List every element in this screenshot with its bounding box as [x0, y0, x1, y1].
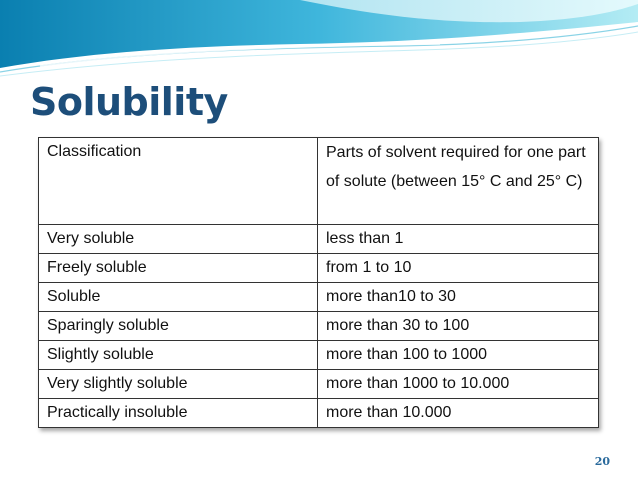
table-row — [39, 225, 599, 254]
row-parts: more than 1000 to 10.000 — [318, 370, 599, 399]
row-parts: more than10 to 30 — [318, 283, 599, 312]
solubility-table — [38, 137, 599, 428]
row-classification: Sparingly soluble — [39, 312, 318, 341]
row-classification: Soluble — [39, 283, 318, 312]
table-row — [39, 341, 599, 370]
row-classification: Practically insoluble — [39, 399, 318, 428]
row-classification: Freely soluble — [39, 254, 318, 283]
table-header-row — [39, 138, 599, 225]
header-wave-decoration — [0, 0, 638, 80]
slide-title: Solubility — [30, 80, 228, 124]
row-parts: from 1 to 10 — [318, 254, 599, 283]
table-row — [39, 254, 599, 283]
row-parts: more than 10.000 — [318, 399, 599, 428]
row-classification: Very soluble — [39, 225, 318, 254]
row-parts: more than 30 to 100 — [318, 312, 599, 341]
row-classification: Slightly soluble — [39, 341, 318, 370]
table-row — [39, 399, 599, 428]
row-parts: less than 1 — [318, 225, 599, 254]
header-classification: Classification — [39, 138, 318, 225]
header-parts-solvent: Parts of solvent required for one part of solute (between 15° C and 25° C) — [318, 138, 599, 225]
row-parts: more than 100 to 1000 — [318, 341, 599, 370]
row-classification: Very slightly soluble — [39, 370, 318, 399]
table-row — [39, 312, 599, 341]
table-row — [39, 370, 599, 399]
page-number: 20 — [594, 455, 610, 468]
table-row — [39, 283, 599, 312]
